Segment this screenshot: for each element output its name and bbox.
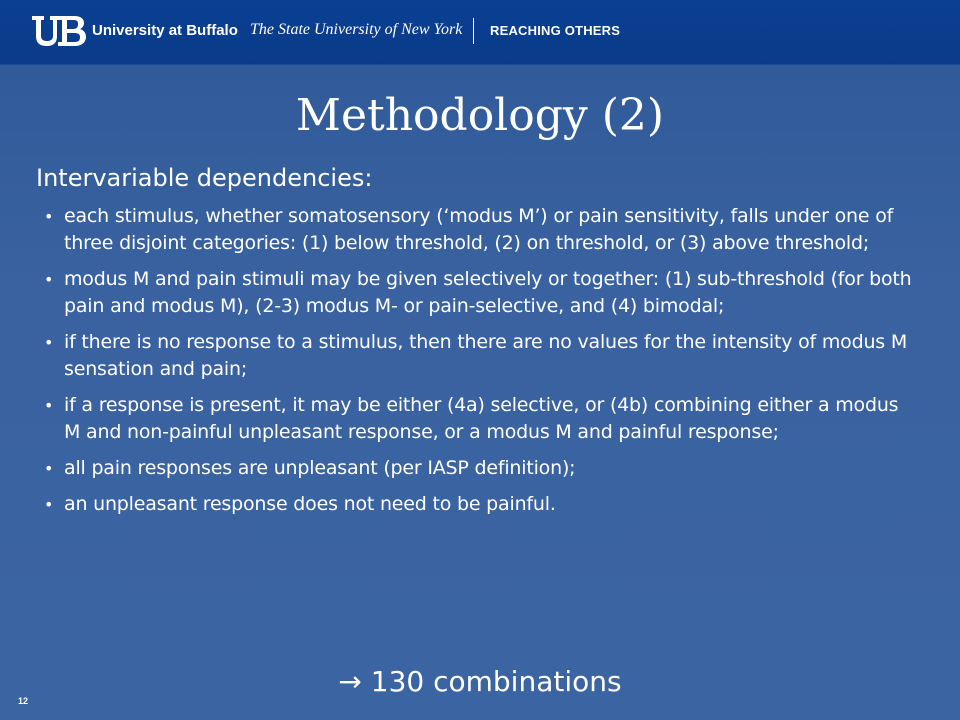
bullet-item [40, 266, 920, 320]
bullet-text: if there is no response to a stimulus, then there are no values for the intensity of modus M sensation and pain; [64, 331, 908, 380]
bullet-text: each stimulus, whether somatosensory (‘modus M’) or pain sensitivity, falls under one of three disjoint categories: (1) below threshold, (2) on threshold, or (3) above threshold; [64, 205, 894, 254]
slide-subtitle: Intervariable dependencies: [36, 164, 373, 192]
header-divider [473, 18, 474, 44]
result-line: → 130 combinations [338, 665, 622, 698]
bullet-list [40, 203, 920, 527]
university-name: University at Buffalo [92, 22, 238, 39]
bullet-text: an unpleasant response does not need to be painful. [64, 493, 556, 515]
bullet-text: modus M and pain stimuli may be given selectively or together: (1) sub-threshold (for both pain and modus M), (2-3) modus M- or pain-selective, and (4) bimodal; [64, 268, 912, 317]
bullet-item [40, 203, 920, 257]
bullet-item [40, 329, 920, 383]
bullet-dot-icon: • [44, 495, 54, 514]
slide-title: Methodology (2) [295, 90, 665, 141]
bullet-text: all pain responses are unpleasant (per IASP definition); [64, 457, 576, 479]
bullet-dot-icon: • [44, 333, 54, 352]
bullet-item [40, 392, 920, 446]
bullet-dot-icon: • [44, 396, 54, 415]
bullet-dot-icon: • [44, 270, 54, 289]
bullet-text: if a response is present, it may be either (4a) selective, or (4b) combining either a modus M and non-painful unpleasant response, or a modus M and painful response; [64, 394, 899, 443]
system-name: The State University of New York [250, 21, 463, 38]
bullet-item [40, 491, 920, 518]
header-bar [0, 0, 960, 65]
bullet-dot-icon: • [44, 207, 54, 226]
tagline: REACHING OTHERS [490, 23, 621, 38]
bullet-dot-icon: • [44, 459, 54, 478]
bullet-item [40, 455, 920, 482]
ub-logo-icon [30, 14, 88, 48]
page-number: 12 [18, 696, 29, 706]
